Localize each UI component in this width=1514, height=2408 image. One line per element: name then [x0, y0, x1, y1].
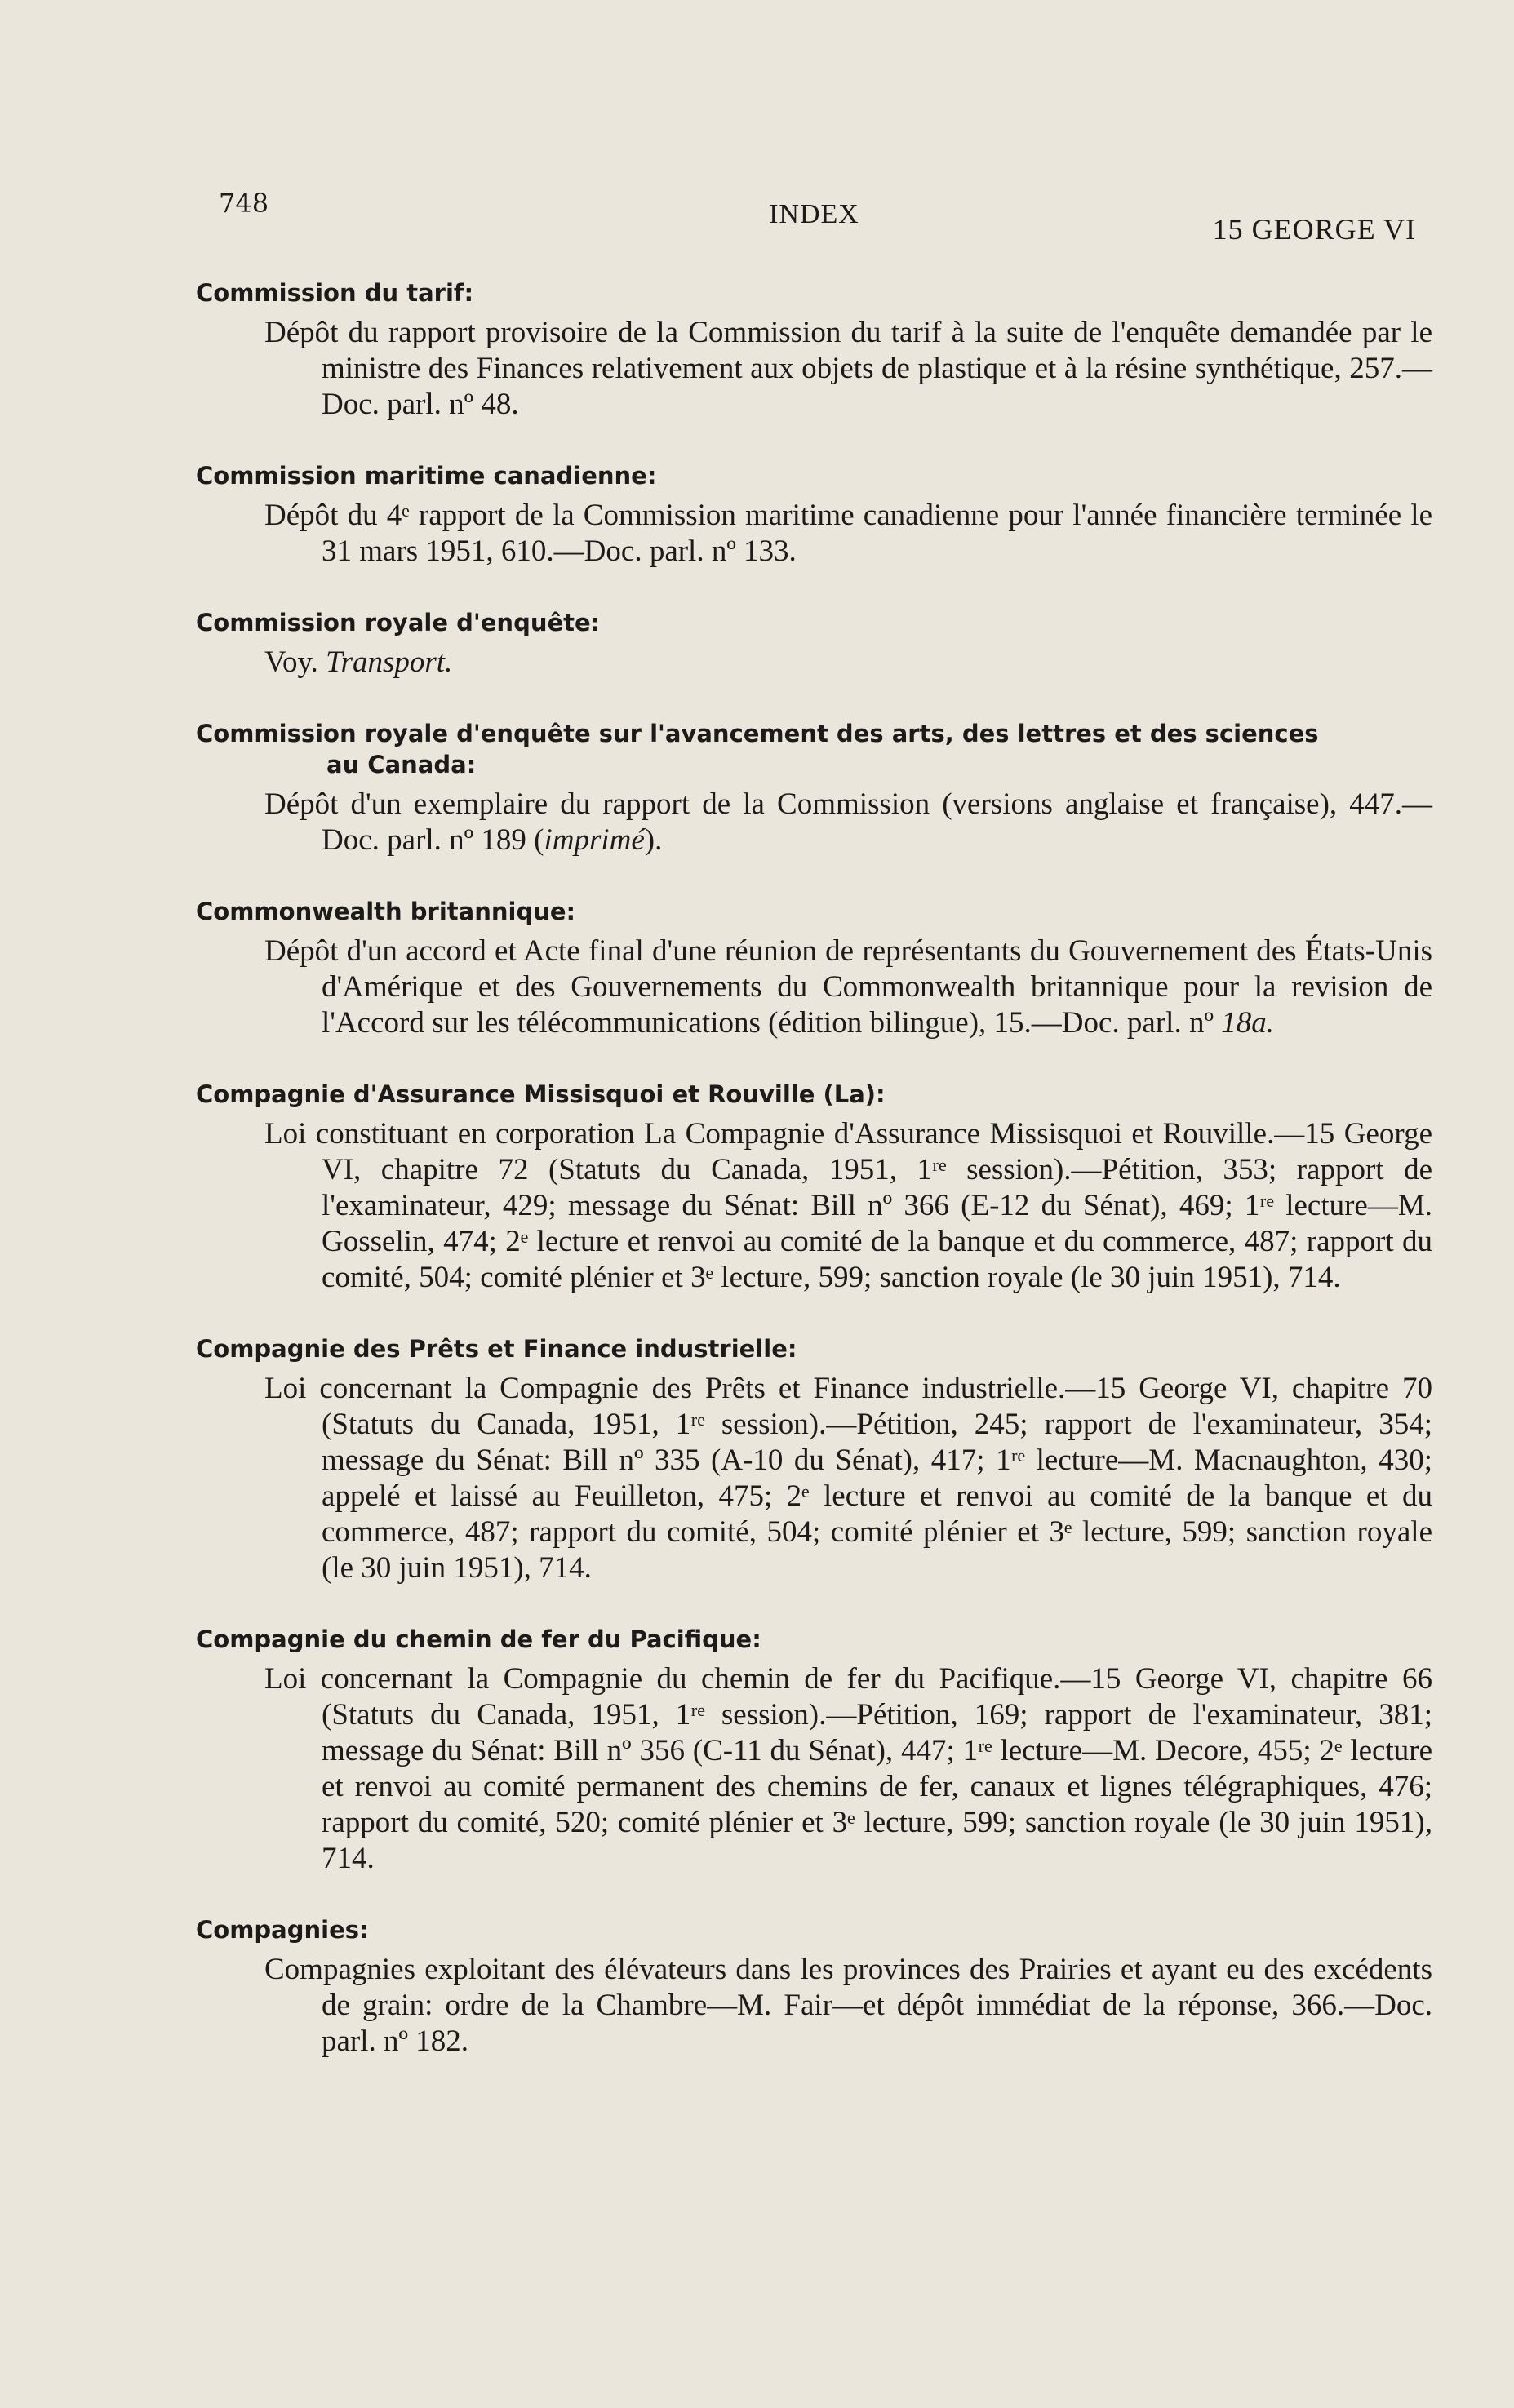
entry-text [196, 933, 1432, 1041]
reign-label: 15 GEORGE VI [1212, 213, 1416, 246]
entry-text: Dépôt du rapport provisoire de la Commission du tarif à la suite de l'enquête demandée par le ministre des Finances relativement aux objets de plastique et à la résine synthétique, 257.—Doc. parl. nº 48. [264, 316, 1432, 421]
entry-text-italic: imprimé [544, 823, 645, 857]
entry-text-prefix: Dépôt d'un accord et Acte final d'une réunion de représentants du Gouvernement des États-Unis d'Amérique et des Gouvernements du Commonwealth britannique pour la revision de l'Accord sur les télécommunications (édition bilingue), 15.—Doc. parl. nº [264, 934, 1432, 1040]
index-entry [196, 1333, 1432, 1586]
page-number: 748 [219, 188, 269, 219]
entry-text-prefix: Dépôt d'un exemplaire du rapport de la Commission (versions anglaise et française), 447.—Doc. parl. nº 189 ( [264, 787, 1432, 857]
entry-heading: Compagnie du chemin de fer du Pacifique: [196, 1625, 761, 1653]
index-entry [196, 607, 1432, 681]
entry-heading: Compagnie des Prêts et Finance industrielle: [196, 1335, 797, 1363]
running-title: INDEX [769, 199, 859, 229]
index-entry [196, 460, 1432, 570]
entry-heading: Commission royale d'enquête: [196, 609, 601, 636]
entry-heading: Commission maritime canadienne: [196, 462, 657, 490]
index-entry [196, 1914, 1432, 2060]
entry-text: Loi constituant en corporation La Compagnie d'Assurance Missisquoi et Rouville.—15 George VI, chapitre 72 (Statuts du Canada, 1951, 1ʳᵉ session).—Pétition, 353; rapport de l'examinateur, 429; message du Sénat: Bill nº 366 (E-12 du Sénat), 469; 1ʳᵉ lecture—M. Gosselin, 474; 2ᵉ lecture et renvoi au comité de la banque et du commerce, 487; rapport du comité, 504; comité plénier et 3ᵉ lecture, 599; sanction royale (le 30 juin 1951), 714. [264, 1117, 1432, 1294]
page-header [196, 188, 1432, 245]
entry-text: Dépôt du 4ᵉ rapport de la Commission maritime canadienne pour l'année financière terminée le 31 mars 1951, 610.—Doc. parl. nº 133. [264, 499, 1432, 568]
index-entry [196, 1079, 1432, 1296]
entry-text: Loi concernant la Compagnie des Prêts et Finance industrielle.—15 George VI, chapitre 70 (Statuts du Canada, 1951, 1ʳᵉ session).—Pétition, 245; rapport de l'examinateur, 354; message du Sénat: Bill nº 335 (A-10 du Sénat), 417; 1ʳᵉ lecture—M. Macnaughton, 430; appelé et laissé au Feuilleton, 475; 2ᵉ lecture et renvoi au comité de la banque et du commerce, 487; rapport du comité, 504; comité plénier et 3ᵉ lecture, 599; sanction royale (le 30 juin 1951), 714. [264, 1372, 1432, 1585]
index-entry [196, 277, 1432, 423]
index-entry [196, 718, 1432, 858]
entry-heading [196, 718, 1432, 780]
entry-text: Compagnies exploitant des élévateurs dans les provinces des Prairies et ayant eu des excédents de grain: ordre de la Chambre—M. Fair—et dépôt immédiat de la réponse, 366.—Doc. parl. nº 182. [264, 1953, 1432, 2058]
entry-text-italic: 18a. [1221, 1006, 1274, 1040]
index-entry [196, 896, 1432, 1041]
entry-heading: Compagnies: [196, 1916, 369, 1944]
entry-heading: Commonwealth britannique: [196, 898, 576, 925]
entry-heading: Compagnie d'Assurance Missisquoi et Rouville (La): [196, 1080, 886, 1108]
entry-text [196, 645, 1432, 681]
entry-heading: Commission du tarif: [196, 279, 474, 307]
entry-text-suffix: ). [644, 823, 663, 857]
entry-text [196, 787, 1432, 858]
entry-text: Loi concernant la Compagnie du chemin de fer du Pacifique.—15 George VI, chapitre 66 (Statuts du Canada, 1951, 1ʳᵉ session).—Pétition, 169; rapport de l'examinateur, 381; message du Sénat: Bill nº 356 (C-11 du Sénat), 447; 1ʳᵉ lecture—M. Decore, 455; 2ᵉ lecture et renvoi au comité permanent des chemins de fer, canaux et lignes télégraphiques, 476; rapport du comité, 520; comité plénier et 3ᵉ lecture, 599; sanction royale (le 30 juin 1951), 714. [264, 1662, 1432, 1875]
entry-heading-line: Commission royale d'enquête sur l'avancement des arts, des lettres et des sciences [196, 720, 1319, 747]
entry-heading-continuation: au Canada: [326, 751, 477, 778]
cross-reference: Transport. [326, 645, 453, 679]
entry-text-prefix: Voy. [264, 645, 326, 679]
index-entry [196, 1624, 1432, 1877]
